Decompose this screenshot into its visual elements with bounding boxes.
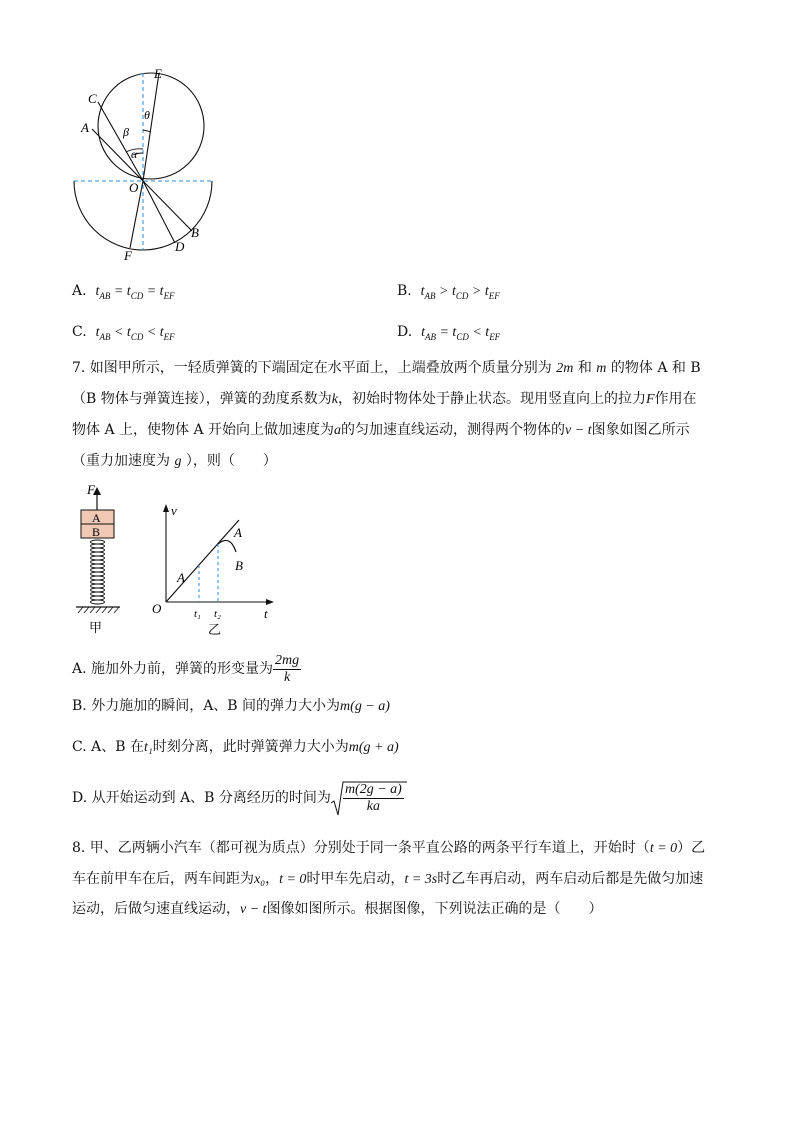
label-t: t	[264, 606, 268, 621]
q7-option-b: B. 外力施加的瞬间，A、B 间的弹力大小为m(g − a)	[72, 698, 390, 714]
label-t1: t₁	[194, 608, 201, 620]
block-B-label: B	[92, 525, 101, 539]
label-v: v	[171, 503, 177, 518]
q8-line-2: 车在前甲车在后，两车间距为x₀，t = 0时甲车先启动，t = 3s时乙车再启动，两车启动后都是先做匀加速	[72, 871, 704, 887]
label-jia: 甲	[89, 620, 103, 635]
label-B: B	[191, 225, 199, 240]
q8-line-1: 8. 甲、乙两辆小汽车（都可视为质点）分别处于同一条平直公路的两条平行车道上，开始时（t = 0）乙	[72, 840, 706, 856]
q6-option-b: B. $t_{AB} > t_{CD} > t_{EF}$	[397, 283, 500, 301]
label-F: F	[124, 248, 132, 263]
q7-option-a: A. 施加外力前，弹簧的形变量为 $\frac{2mg}{k}$	[72, 652, 300, 685]
q6-option-a: A. $t_{AB} = t_{CD} = t_{EF}$	[72, 283, 175, 301]
q7-line-1: 7. 如图甲所示，一轻质弹簧的下端固定在水平面上，上端叠放两个质量分别为 2m 和 m 的物体 A 和 B	[72, 360, 701, 376]
q7-line-3: 物体 A 上，使物体 A 开始向上做加速度为a的匀加速直线运动，测得两个物体的v − t图象如图乙所示	[72, 422, 690, 438]
label-origin: O	[152, 601, 162, 616]
label-B-curve: B	[235, 558, 243, 573]
q6-option-d: D. $t_{AB} = t_{CD} < t_{EF}$	[397, 324, 501, 342]
label-beta: β	[123, 125, 129, 139]
label-A-low: A	[177, 570, 185, 585]
label-alpha: α	[131, 147, 138, 161]
label-O: O	[129, 180, 139, 195]
label-theta: θ	[144, 108, 150, 122]
q7-line-4: （重力加速度为 g ），则（ ）	[72, 453, 277, 469]
fraction-2mg-k: $\frac{2mg}{k}$	[275, 652, 300, 685]
q7-option-d: D. 从开始运动到 A、B 分离经历的时间为 $\frac{m(2g - a)}{ka}$	[72, 781, 404, 815]
q7-line-2: （B 物体与弹簧连接），弹簧的劲度系数为k，初始时物体处于静止状态。现用竖直向上的拉力F作用在	[72, 391, 697, 407]
spring	[91, 540, 105, 604]
label-F: F	[87, 482, 95, 497]
sqrt-expression: $\frac{m(2g - a)}{ka}$	[331, 781, 404, 815]
label-t2: t₂	[214, 608, 221, 620]
curve-B	[218, 540, 236, 552]
circle-diagram	[60, 60, 220, 265]
block-A-label: A	[92, 511, 101, 525]
q7-option-c: C. A、B 在t₁时刻分离，此时弹簧弹力大小为m(g + a)	[72, 739, 399, 755]
label-C: C	[88, 91, 97, 106]
label-D: D	[175, 239, 185, 254]
q8-line-3: 运动，后做匀速直线运动，v − t图像如图所示。根据图像，下列说法正确的是（ ）	[72, 901, 603, 917]
q6-option-c: C. $t_{AB} < t_{CD} < t_{EF}$	[72, 324, 175, 342]
label-E: E	[154, 66, 162, 81]
label-yi: 乙	[208, 622, 222, 637]
line-A	[166, 520, 239, 602]
label-A-top: A	[234, 525, 242, 540]
chord-EO	[143, 73, 159, 181]
spring-vt-figure	[70, 480, 290, 640]
label-A: A	[81, 120, 89, 135]
chord-OD	[143, 181, 175, 243]
chord-OB	[143, 181, 192, 231]
